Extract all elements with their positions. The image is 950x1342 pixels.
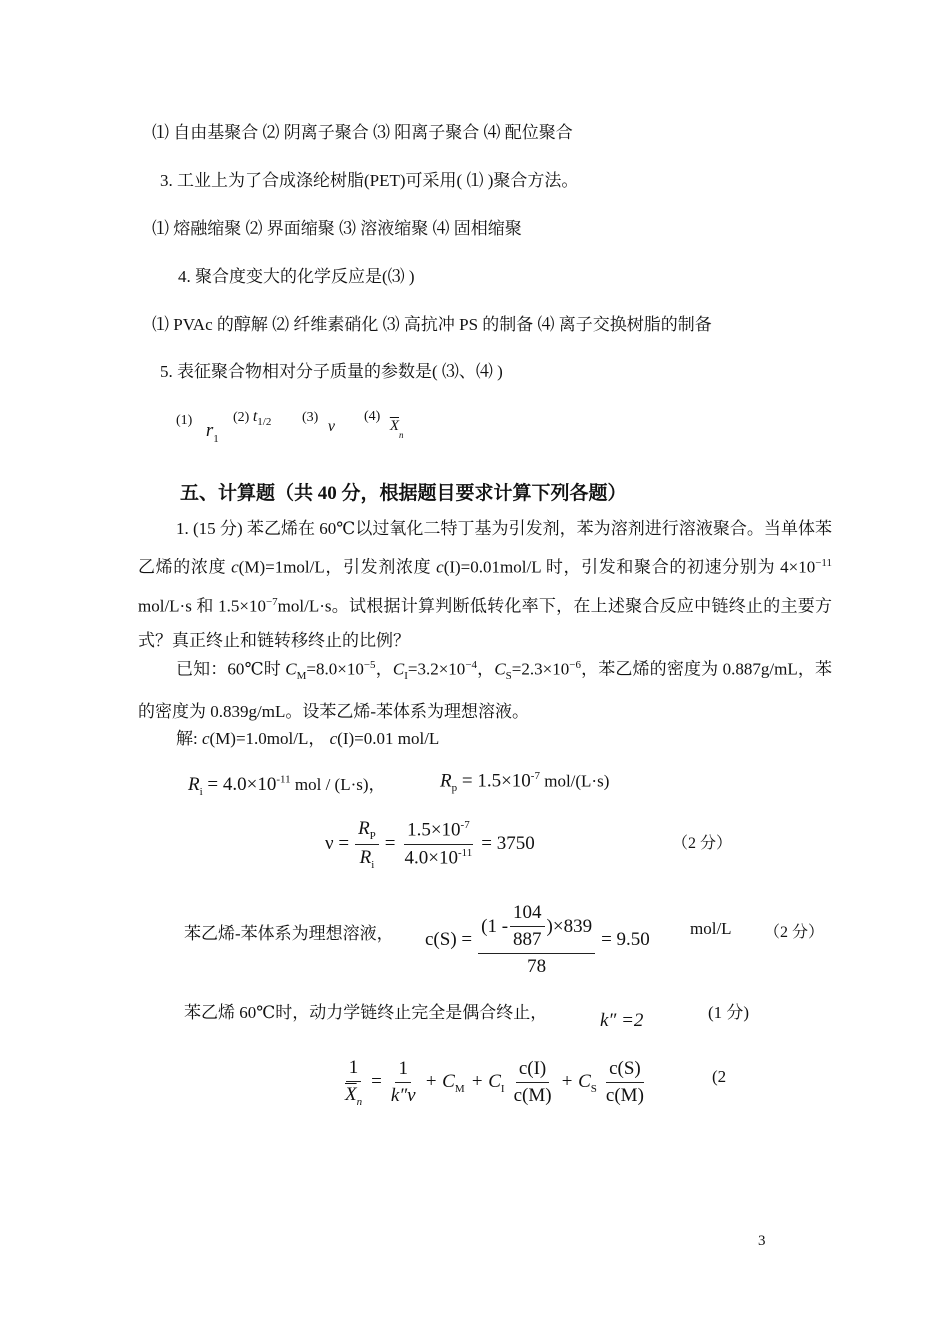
section-heading: 五、计算题（共 40 分，根据题目要求计算下列各题） [180, 483, 627, 504]
solvent-concentration-equation: c(S) = (1 - $\frac{104}{887}$ )×839 78 = 9.50 [425, 902, 650, 977]
final-score-mark: (2 [712, 1067, 727, 1086]
q2-options: ⑴ 自由基聚合 ⑵ 阴离子聚合 ⑶ 阳离子聚合 ⑷ 配位聚合 [152, 123, 573, 142]
q5-option-2: (2) $t_{1/2}$ [233, 408, 272, 428]
kinetic-chain-length-equation: ν = $\frac{R_P}{R_i}$ = $\frac{1.5\times 10^{-7}}{4.0\times 10^{-11}}$ = 3750 [325, 818, 535, 871]
ri-equation: $R_i = 4.0\times 10^{-11}$ mol / (L·s)， [188, 773, 386, 798]
known-data: 已知：60℃时 $C_M=8.0\times 10^{-5}$，$C_I=3.2\times 10^{-4}$，$C_S=2.3\times 10^{-6}$，苯乙烯的密度为 0.887g/mL，苯的密度为 0.839g/mL。设苯乙烯-苯体系为理想溶液。 [138, 659, 833, 722]
rp-equation: $R_p = 1.5\times 10^{-7}$ mol/(L·s) [440, 770, 610, 795]
cs-score-mark: （2 分） [764, 924, 825, 941]
q4-question: 4. 聚合度变大的化学反应是(⑶ ) [178, 267, 415, 286]
termination-score-mark: (1 分) [708, 1003, 750, 1022]
problem-1-statement: 1. (15 分) 苯乙烯在 60℃以过氧化二特丁基为引发剂，苯为溶剂进行溶液聚合。当单体苯乙烯的浓度 c(M)=1mol/L，引发剂浓度 c(I)=0.01mol/L 时，引发和聚合的初速分别为 $4\times 10^{-11}$ mol/L·s 和 $1.5\times 10^{-7}mol/L\cdot s$。试根据计算判断低转化率下，在上述聚合反应中链终止的主要方式？真正终止和链转移终止的比例？ [138, 519, 832, 651]
q3-options: ⑴ 熔融缩聚 ⑵ 界面缩聚 ⑶ 溶液缩聚 ⑷ 固相缩聚 [152, 219, 522, 238]
q3-question: 3. 工业上为了合成涤纶树脂(PET)可采用( ⑴ )聚合方法。 [160, 171, 579, 190]
q5-option-4: (4) $\overline{X}_n$ [364, 409, 404, 440]
nu-score-mark: （2 分） [672, 835, 733, 852]
mayo-equation: $\frac{1}{\overline{X}_n}$ = $\frac{1}{k''\nu}$ + $C_M$ + $C_I$ $\frac{c(I)}{c(M)}$ + $C_S$ $\frac{c(S)}{c(M)}$ [345, 1057, 644, 1108]
q5-option-3: (3) ν [302, 410, 335, 435]
ideal-solution-text: 苯乙烯-苯体系为理想溶液， [184, 924, 394, 943]
page-number: 3 [758, 1233, 766, 1249]
q5-question: 5. 表征聚合物相对分子质量的参数是( ⑶、⑷ ) [160, 362, 503, 381]
k-double-prime: k″ =2 [600, 1010, 644, 1031]
cs-unit: mol/L [690, 919, 732, 938]
q5-option-1: (1) $r_1$ [176, 413, 219, 445]
termination-text: 苯乙烯 60℃时，动力学链终止完全是偶合终止， [184, 1003, 548, 1022]
q4-options: ⑴ PVAc 的醇解 ⑵ 纤维素硝化 ⑶ 高抗冲 PS 的制备 ⑷ 离子交换树脂的制备 [152, 315, 712, 334]
solution-intro: 解: c(M)=1.0mol/L， c(I)=0.01 mol/L [176, 729, 440, 748]
